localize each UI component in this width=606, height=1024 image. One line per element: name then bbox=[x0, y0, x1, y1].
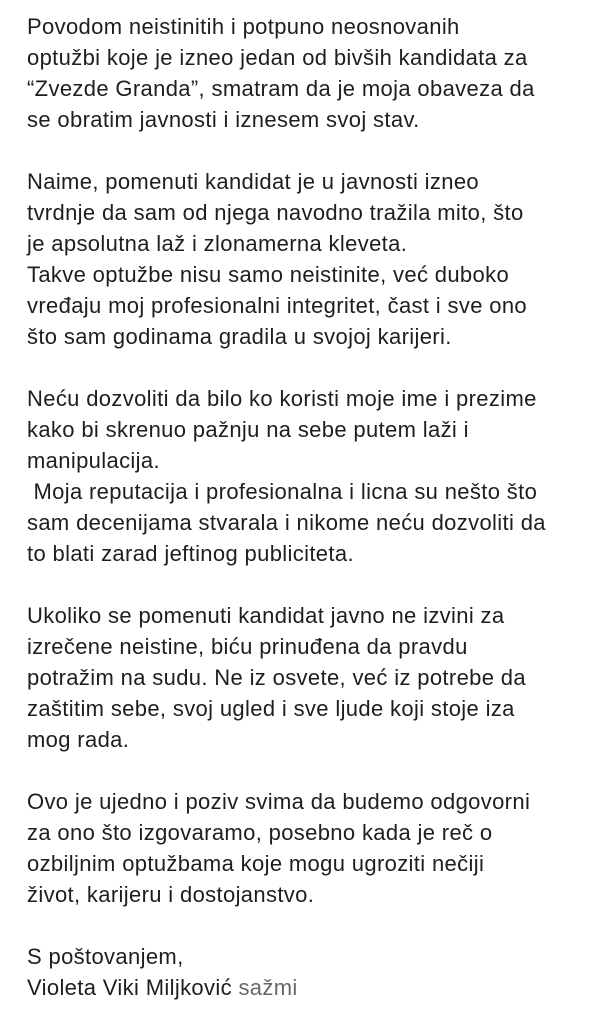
signature-text: Violeta Viki Miljković bbox=[27, 975, 232, 1000]
text-line: je apsolutna laž i zlonamerna kleveta. bbox=[27, 231, 408, 256]
text-line: život, karijeru i dostojanstvo. bbox=[27, 882, 315, 907]
text-line: Moja reputacija i profesionalna i licna su nešto što bbox=[27, 479, 538, 504]
text-line: Ukoliko se pomenuti kandidat javno ne izvini za bbox=[27, 603, 505, 628]
post-paragraph bbox=[27, 383, 588, 569]
text-line: sam decenijama stvarala i nikome neću dozvoliti da bbox=[27, 510, 546, 535]
text-line: ozbiljnim optužbama koje mogu ugroziti nečiji bbox=[27, 851, 485, 876]
text-line: Ovo je ujedno i poziv svima da budemo odgovorni bbox=[27, 789, 531, 814]
text-line: potražim na sudu. Ne iz osvete, već iz potrebe da bbox=[27, 665, 526, 690]
post-signoff bbox=[27, 941, 588, 1003]
text-line: izrečene neistine, biću prinuđena da pravdu bbox=[27, 634, 468, 659]
signature-line bbox=[27, 972, 588, 1003]
text-line: Takve optužbe nisu samo neistinite, već duboko bbox=[27, 262, 510, 287]
text-line: vređaju moj profesionalni integritet, čast i sve ono bbox=[27, 293, 528, 318]
closing-line: S poštovanjem, bbox=[27, 944, 184, 969]
text-line: kako bi skrenuo pažnju na sebe putem laži i bbox=[27, 417, 469, 442]
post-paragraph bbox=[27, 600, 588, 755]
text-line: mog rada. bbox=[27, 727, 130, 752]
text-line: za ono što izgovaramo, posebno kada je reč o bbox=[27, 820, 493, 845]
text-line: se obratim javnosti i iznesem svoj stav. bbox=[27, 107, 420, 132]
text-line: manipulacija. bbox=[27, 448, 160, 473]
text-line: zaštitim sebe, svoj ugled i sve ljude koji stoje iza bbox=[27, 696, 515, 721]
text-line: što sam godinama gradila u svojoj karijeri. bbox=[27, 324, 452, 349]
post-paragraph bbox=[27, 786, 588, 910]
text-line: Naime, pomenuti kandidat je u javnosti izneo bbox=[27, 169, 479, 194]
text-line: to blati zarad jeftinog publiciteta. bbox=[27, 541, 354, 566]
text-line: Neću dozvoliti da bilo ko koristi moje ime i prezime bbox=[27, 386, 537, 411]
post-paragraph bbox=[27, 166, 588, 352]
collapse-link[interactable]: sažmi bbox=[238, 975, 298, 1000]
post-paragraph bbox=[27, 11, 588, 135]
text-line: tvrdnje da sam od njega navodno tražila mito, što bbox=[27, 200, 524, 225]
post-paragraphs bbox=[27, 11, 588, 910]
text-line: Povodom neistinitih i potpuno neosnovanih bbox=[27, 14, 460, 39]
text-line: “Zvezde Granda”, smatram da je moja obaveza da bbox=[27, 76, 535, 101]
text-line: optužbi koje je izneo jedan od bivših kandidata za bbox=[27, 45, 528, 70]
